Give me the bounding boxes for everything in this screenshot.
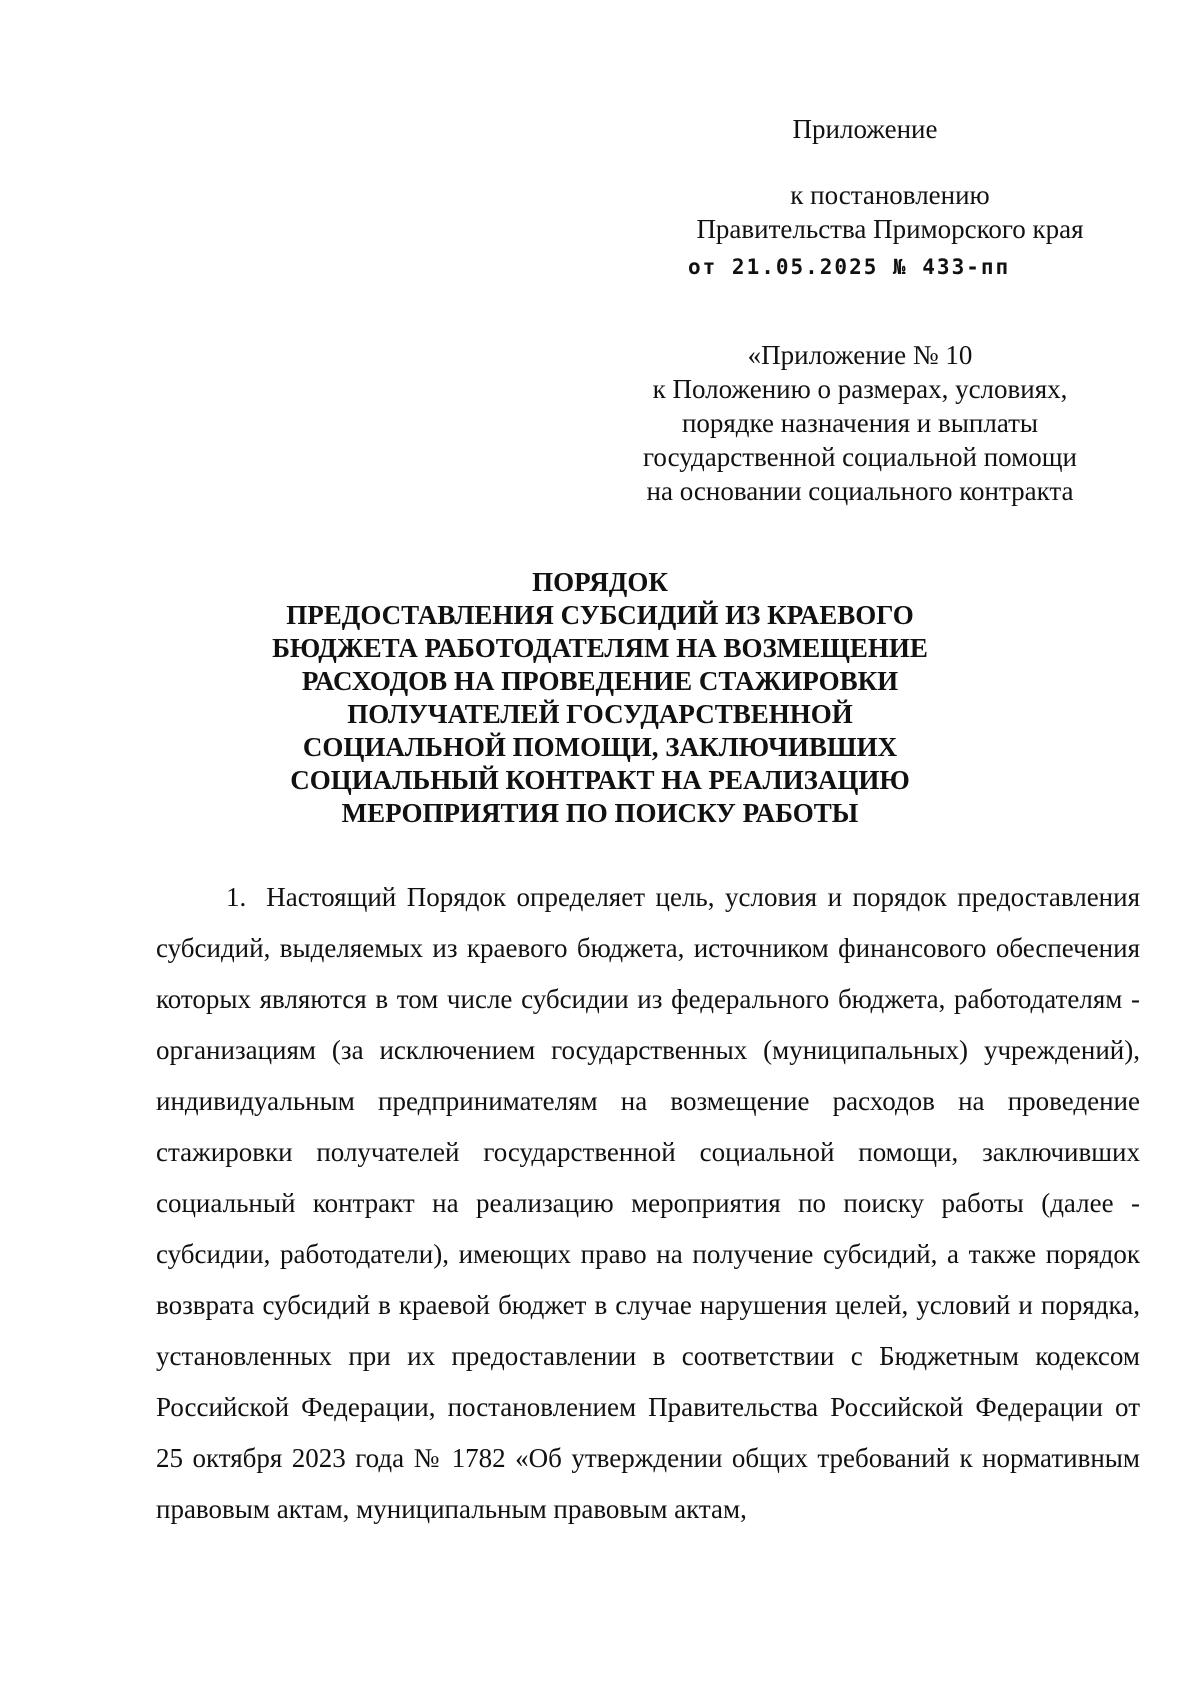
title-line-3: БЮДЖЕТА РАБОТОДАТЕЛЯМ НА ВОЗМЕЩЕНИЕ	[272, 633, 928, 663]
paragraph-number: 1.	[226, 882, 247, 912]
title-line-1: ПОРЯДОК	[532, 567, 668, 597]
resolution-reference	[640, 178, 1140, 284]
document-title	[150, 566, 1050, 830]
body-paragraph-1	[156, 872, 1140, 1535]
regulation-line-2: к Положению о размерах, условиях,	[652, 374, 1068, 404]
resolution-line-2: Правительства Приморского края	[696, 214, 1084, 244]
title-line-2: ПРЕДОСТАВЛЕНИЯ СУБСИДИЙ ИЗ КРАЕВОГО	[286, 600, 914, 630]
regulation-line-5: на основании социального контракта	[646, 476, 1074, 506]
title-line-4: РАСХОДОВ НА ПРОВЕДЕНИЕ СТАЖИРОВКИ	[301, 666, 899, 696]
appendix-label	[760, 112, 970, 146]
regulation-line-4: государственной социальной помощи	[643, 442, 1077, 472]
regulation-reference	[600, 338, 1120, 508]
resolution-stamp: от 21.05.2025 № 433-пп	[688, 255, 1011, 279]
resolution-line-1: к постановлению	[790, 180, 990, 210]
title-line-8: МЕРОПРИЯТИЯ ПО ПОИСКУ РАБОТЫ	[341, 798, 859, 828]
paragraph-text: Настоящий Порядок определяет цель, условия и порядок предоставления субсидий, выделяемых из краевого бюджета, источником финансового обеспечения которых являются в том числе субсидии из федерального бюджета, работодателям - организациям (за исключением государственных (муниципальных) учреждений), индивидуальным предпринимателям на возмещение расходов на проведение стажировки получателей государственной социальной помощи, заключивших социальный контракт на реализацию мероприятия по поиску работы (далее - субсидии, работодатели), имеющих право на получение субсидий, а также порядок возврата субсидий в краевой бюджет в случае нарушения целей, условий и порядка, установленных при их предоставлении в соответствии с Бюджетным кодексом Российской Федерации, постановлением Правительства Российской Федерации от 25 октября 2023 года № 1782 «Об утверждении общих требований к нормативным правовым актам, муниципальным правовым актам,	[156, 882, 1140, 1524]
regulation-line-3: порядке назначения и выплаты	[681, 408, 1039, 438]
title-line-5: ПОЛУЧАТЕЛЕЙ ГОСУДАРСТВЕННОЙ	[347, 699, 853, 729]
title-line-6: СОЦИАЛЬНОЙ ПОМОЩИ, ЗАКЛЮЧИВШИХ	[302, 732, 898, 762]
regulation-line-1: «Приложение № 10	[747, 340, 973, 370]
appendix-label-text: Приложение	[792, 114, 938, 144]
title-line-7: СОЦИАЛЬНЫЙ КОНТРАКТ НА РЕАЛИЗАЦИЮ	[290, 765, 910, 795]
